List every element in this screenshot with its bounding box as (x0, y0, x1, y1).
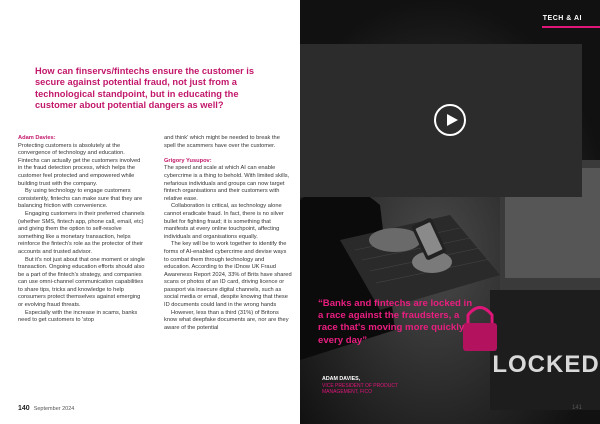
quote-attribution-role: VICE PRESIDENT OF PRODUCT MANAGEMENT, FICO (322, 383, 398, 395)
paragraph: Collaboration is critical, as technology alone cannot eradicate fraud. In fact, there is no silver bullet for fighting fraud; it is something that manifests at every online touchpoint, affecting individuals and organisations equally. (164, 203, 284, 240)
pull-quote: “Banks and fintechs are locked in a race against the fraudsters, a race that's moving more quickly every day” (318, 298, 473, 346)
section-tag: TECH & AI (542, 15, 582, 22)
paragraph: The speed and scale at which AI can enable cybercrime is a thing to behold. With limited skills, nefarious individuals and groups can now target fintech organisations and their customers with relative ease. (164, 165, 290, 202)
right-page-number: 141 (571, 405, 582, 411)
paragraph: However, less than a third (31%) of Britons know what deepfake documents are, nor are they aware of the potential (164, 309, 289, 331)
paragraph: The key will be to work together to identify the forms of AI-enabled cybercrime and devise ways to combat them through technology and education. According to the iDnow UK Fraud Awareness Report 2024, 33% of Brits have shared scans or photos of an ID card, driving licence or passport via insecure digital channels, such as social media or email, despite knowing that these ID documents could land in the wrong hands (164, 241, 292, 309)
section-tag-rule (542, 26, 600, 28)
paragraph: and think' which might be needed to break the spell the scammers have over the customer. (164, 135, 280, 149)
speaker-name: Grigory Yusupov: (164, 157, 212, 164)
play-icon (447, 114, 458, 126)
paragraph: Protecting customers is absolutely at the convergence of technology and education. Fintechs can actually get the customers involved in the fraud detection process, which helps the customer feel protected and empowered while building trust with the company. (18, 142, 141, 187)
speaker-name: Adam Davies: (18, 135, 56, 141)
locked-screen-text: LOCKED (492, 351, 600, 378)
interview-question: How can finservs/fintechs ensure the customer is secure against potential fraud, not just from a technological standpoint, but in educating the customer about potential dangers as well? (35, 66, 255, 111)
text-column-2 (164, 135, 292, 332)
quote-attribution-name: ADAM DAVIES, (322, 376, 361, 382)
paragraph: By using technology to engage customers consistently, fintechs can make sure that they are balancing friction with convenience. (18, 188, 143, 210)
page-number: 140 (18, 405, 30, 412)
issue-date: September 2024 (33, 406, 75, 412)
text-column-1 (18, 135, 146, 325)
page-folio (18, 405, 74, 412)
paragraph: Engaging customers in their preferred channels (whether SMS, fintech app, phone call, email, etc) and giving them the option to self-resolve something like a monetary transaction, helps reinforce the fintech's role as the protector of their accounts and trusted advisor. (18, 210, 145, 255)
paragraph: But it's not just about that one moment or single transaction. Ongoing education efforts should also be a part of the fintech's strategy, and companies can use omni-channel communication capabilities to share tips, tricks and knowledge to help consumers protect themselves against emerging or evolving fraud threats. (18, 256, 145, 309)
paragraph: Especially with the increase in scams, banks need to get customers to 'stop (18, 309, 138, 324)
play-button[interactable] (434, 104, 466, 136)
